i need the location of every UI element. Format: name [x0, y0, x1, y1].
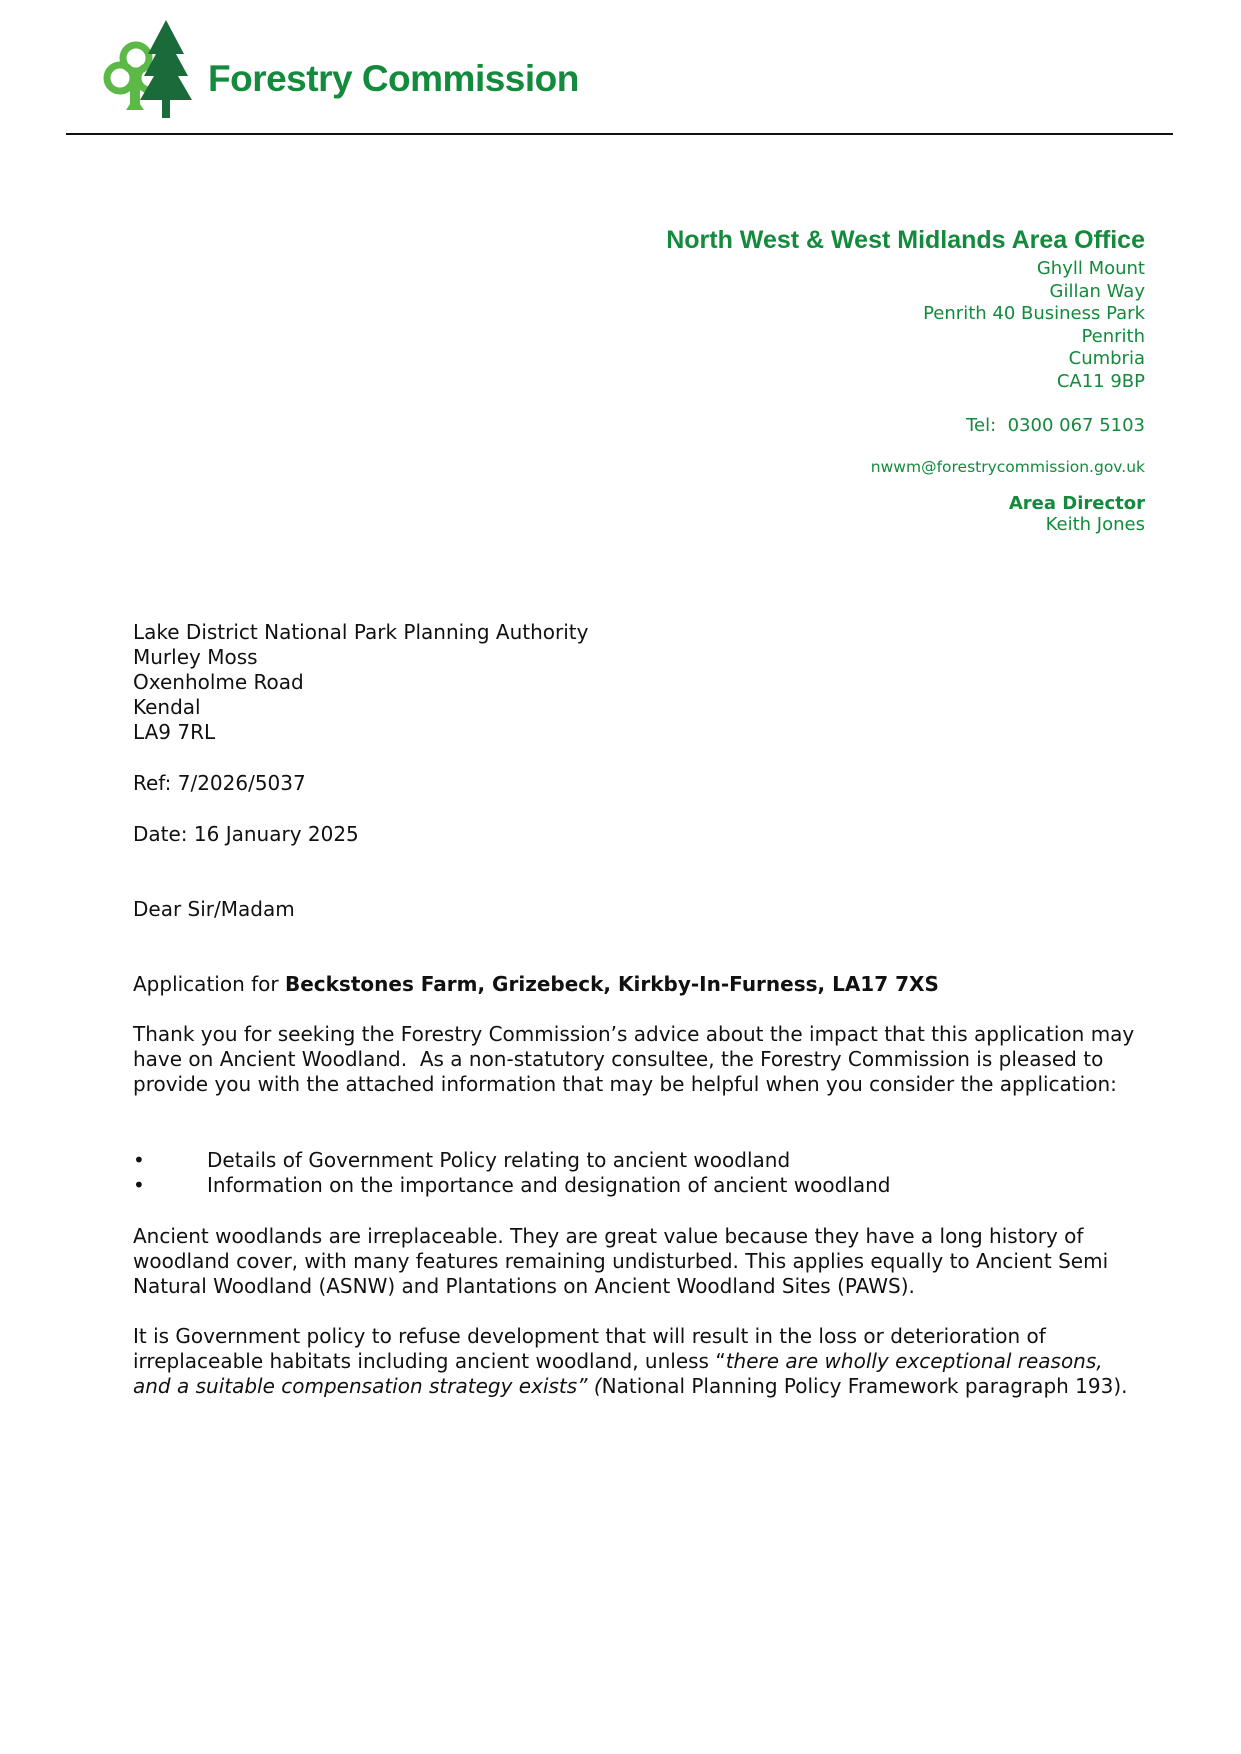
area-director-name: Keith Jones	[1045, 514, 1145, 535]
office-address-line: Penrith 40 Business Park	[923, 303, 1145, 324]
recipient-line: LA9 7RL	[133, 720, 216, 744]
reference-number: Ref: 7/2026/5037	[133, 771, 306, 795]
recipient-line: Kendal	[133, 695, 201, 719]
bullet-icon: •	[133, 1148, 145, 1172]
tree-logo-icon	[96, 18, 216, 120]
office-address-block	[666, 226, 1145, 537]
paragraph-irreplaceable: Ancient woodlands are irreplaceable. They are great value because they have a long history of woodland cover, with many features remaining undisturbed. This applies equally to Ancient Semi Natural Woodland (ASNW) and Plantations on Ancient Woodland Sites (PAWS).	[133, 1224, 1109, 1298]
logo-text: Forestry Commission	[208, 58, 579, 99]
bullet-icon: •	[133, 1173, 145, 1197]
list-item-text: Details of Government Policy relating to ancient woodland	[207, 1148, 791, 1172]
recipient-line: Murley Moss	[133, 645, 258, 669]
policy-text-end: National Planning Policy Framework paragraph 193).	[601, 1374, 1128, 1398]
subject-site: Beckstones Farm, Grizebeck, Kirkby-In-Furness, LA17 7XS	[284, 972, 939, 996]
office-address-line: Penrith	[1081, 325, 1145, 347]
office-address-line: Cumbria	[1068, 348, 1145, 369]
policy-text-start: It is Government policy to refuse development that will result in the loss or deterioration of irreplaceable habitats including ancient woodland, unless “	[133, 1324, 1046, 1373]
salutation: Dear Sir/Madam	[133, 897, 295, 921]
office-address-line: Ghyll Mount	[1036, 258, 1145, 279]
list-item	[133, 1148, 890, 1173]
list-item-text: Information on the importance and designation of ancient woodland	[207, 1173, 891, 1197]
list-item	[133, 1173, 890, 1198]
paragraph-intro: Thank you for seeking the Forestry Commission’s advice about the impact that this application may have on Ancient Woodland. As a non-statutory consultee, the Forestry Commission is pleased to provide you with the attached information that may be helpful when you consider the application:	[133, 1022, 1141, 1096]
office-address-line: CA11 9BP	[1056, 370, 1145, 392]
recipient-address	[133, 620, 588, 745]
office-telephone: Tel: 0300 067 5103	[966, 415, 1145, 436]
office-email-link[interactable]: nwwm@forestrycommission.gov.uk	[870, 458, 1145, 476]
header-divider	[66, 133, 1173, 135]
office-address-line: Gillan Way	[1049, 280, 1145, 302]
forestry-commission-logo	[96, 18, 579, 120]
recipient-line: Lake District National Park Planning Authority	[133, 620, 589, 644]
subject-prefix: Application for	[133, 972, 285, 996]
application-subject	[133, 972, 939, 996]
letter-date: Date: 16 January 2025	[133, 822, 359, 846]
area-director-title: Area Director	[1008, 493, 1145, 514]
office-title: North West & West Midlands Area Office	[666, 226, 1145, 254]
recipient-line: Oxenholme Road	[133, 670, 304, 694]
paragraph-policy	[133, 1324, 1143, 1399]
attachment-list	[133, 1148, 890, 1198]
policy-quote: there are wholly exceptional reasons, and a suitable compensation strategy exists” (	[133, 1349, 1103, 1398]
